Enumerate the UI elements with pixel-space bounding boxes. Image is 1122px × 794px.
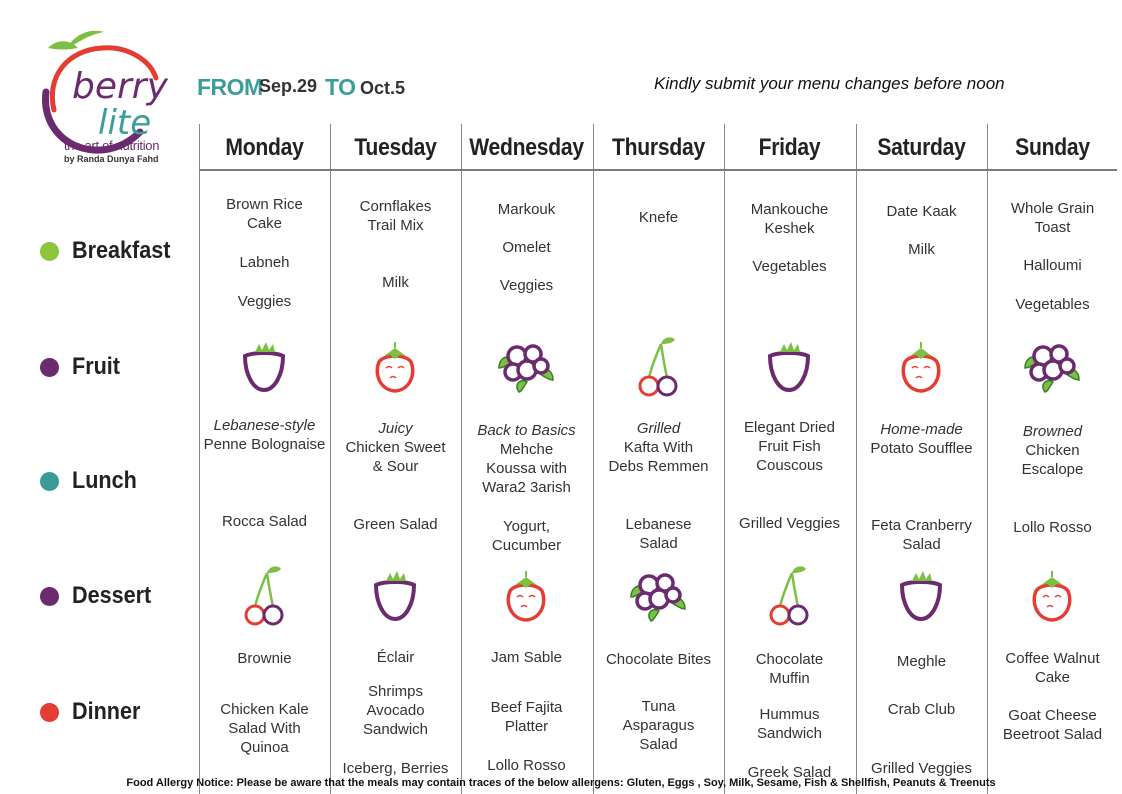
lunch-side: Green Salad [353, 516, 438, 533]
meal-label: Dessert [72, 582, 152, 609]
raspberry-icon [888, 334, 954, 400]
meal-dot-icon [40, 587, 59, 606]
lunch-main [856, 420, 987, 458]
day-header-wednesday: Wednesday [469, 134, 584, 161]
day-header-tuesday: Tuesday [354, 134, 437, 161]
dinner-main: Tuna Asparagus Salad [622, 698, 695, 753]
breakfast-item: Milk [382, 274, 409, 291]
dessert-item: Éclair [376, 649, 415, 666]
dinner-main: Chicken Kale Salad With Quinoa [220, 701, 309, 756]
lunch-style: Home-made [880, 421, 963, 438]
lunch-dish: Mehche Koussa with Wara2 3arish [482, 441, 571, 496]
lunch-dish: Kafta With Debs Remmen [608, 439, 709, 475]
breakfast-item: Date Kaak [886, 203, 957, 220]
day-header-thursday: Thursday [612, 134, 705, 161]
breakfast-item: Whole Grain Toast [1010, 200, 1095, 236]
dessert-item: Jam Sable [491, 649, 562, 666]
brand-name-bottom: lite [98, 103, 152, 143]
lunch-main [987, 422, 1118, 479]
raspberry-icon [1019, 563, 1085, 629]
cherries-icon [756, 563, 822, 629]
fig-icon [362, 563, 428, 629]
dessert-item: Coffee Walnut Cake [1005, 650, 1100, 686]
meal-row-breakfast [40, 236, 181, 266]
brand-byline: by Randa Dunya Fahd [64, 154, 159, 164]
lunch-dish: Penne Bolognaise [203, 436, 326, 453]
meal-label: Breakfast [72, 237, 171, 264]
to-date: Oct.5 [360, 78, 406, 98]
lunch-style: Lebanese-style [213, 417, 316, 434]
day-header-friday: Friday [758, 134, 821, 161]
breakfast-item: Markouk [497, 201, 556, 218]
lunch-side: Lollo Rosso [1013, 519, 1092, 536]
lunch-style: Browned [1022, 423, 1083, 440]
meal-label: Dinner [72, 698, 141, 725]
blueberries-icon [493, 334, 559, 400]
meal-dot-icon [40, 472, 59, 491]
raspberry-icon [493, 563, 559, 629]
lunch-main [724, 418, 855, 475]
dessert-item: Chocolate Bites [605, 651, 712, 668]
breakfast-item: Vegetables [752, 258, 827, 275]
day-header-saturday: Saturday [877, 134, 966, 161]
raspberry-icon [362, 334, 428, 400]
blueberries-icon [625, 563, 691, 629]
breakfast-item: Brown Rice Cake [226, 196, 303, 232]
breakfast-item: Labneh [239, 254, 290, 271]
meal-row-dinner [40, 697, 148, 727]
cherries-icon [231, 563, 297, 629]
meal-dot-icon [40, 242, 59, 261]
breakfast-item: Milk [908, 241, 935, 258]
dinner-main: Shrimps Avocado Sandwich [362, 683, 429, 738]
day-header-sunday: Sunday [1015, 134, 1090, 161]
brand-tagline: the art of nutrition [64, 138, 160, 153]
lunch-style: Back to Basics [477, 422, 576, 439]
lunch-side: Grilled Veggies [739, 515, 840, 532]
lunch-main [330, 419, 461, 476]
dinner-main: Crab Club [887, 701, 956, 718]
dinner-main: Hummus Sandwich [756, 706, 823, 742]
lunch-main [199, 416, 330, 454]
dessert-item: Meghle [896, 653, 947, 670]
dinner-side: Iceberg, Berries [342, 760, 449, 777]
meal-row-lunch [40, 466, 144, 496]
lunch-side: Rocca Salad [221, 513, 308, 530]
lunch-side: Yogurt, Cucumber [491, 518, 562, 554]
lunch-main [593, 419, 724, 476]
column-divider [856, 124, 857, 794]
breakfast-item: Veggies [499, 277, 554, 294]
submission-notice: Kindly submit your menu changes before noon [654, 74, 1005, 93]
lunch-style: Juicy [378, 420, 413, 437]
breakfast-item: Knefe [638, 209, 679, 226]
column-divider [199, 124, 200, 794]
allergy-notice: Food Allergy Notice: Please be aware that the meals may contain traces of the below allergens: Gluten, Eggs , Soy, Milk, Sesame, Fish & Shellfish, Peanuts & Treenuts [126, 777, 996, 789]
meal-label: Fruit [72, 353, 120, 380]
blueberries-icon [1019, 334, 1085, 400]
dinner-side: Grilled Veggies [871, 760, 972, 777]
lunch-main [461, 421, 592, 497]
fig-icon [888, 563, 954, 629]
cherries-icon [625, 334, 691, 400]
dinner-main: Goat Cheese Beetroot Salad [1002, 707, 1103, 743]
lunch-side: Lebanese Salad [625, 516, 692, 552]
dinner-main: Beef Fajita Platter [490, 699, 563, 735]
day-header-monday: Monday [225, 134, 304, 161]
breakfast-item: Vegetables [1015, 296, 1090, 313]
header-divider [199, 169, 1117, 171]
meal-row-dessert [40, 581, 160, 611]
dinner-side: Lollo Rosso [487, 757, 566, 774]
breakfast-item: Mankouche Keshek [750, 201, 829, 237]
lunch-side: Feta Cranberry Salad [871, 517, 972, 553]
breakfast-item: Veggies [237, 293, 292, 310]
fig-icon [231, 334, 297, 400]
brand-name-top: berry [72, 66, 168, 107]
lunch-dish: Chicken Escalope [1021, 442, 1084, 478]
meal-row-fruit [40, 352, 125, 382]
lunch-dish: Chicken Sweet & Sour [345, 439, 446, 475]
meal-dot-icon [40, 703, 59, 722]
dinner-side: Greek Salad [747, 764, 832, 781]
breakfast-item: Omelet [502, 239, 551, 256]
from-label: FROM [197, 74, 263, 100]
meal-dot-icon [40, 358, 59, 377]
dessert-item: Chocolate Muffin [755, 651, 824, 687]
breakfast-item: Halloumi [1023, 257, 1082, 274]
fig-icon [756, 334, 822, 400]
from-date: Sep.29 [259, 76, 318, 96]
dessert-item: Brownie [237, 650, 292, 667]
lunch-dish: Potato Soufflee [870, 440, 973, 457]
lunch-style: Grilled [636, 420, 681, 437]
breakfast-item: Cornflakes Trail Mix [359, 198, 432, 234]
to-label: TO [325, 74, 356, 100]
lunch-dish: Elegant Dried Fruit Fish Couscous [744, 419, 835, 474]
meal-label: Lunch [72, 467, 137, 494]
